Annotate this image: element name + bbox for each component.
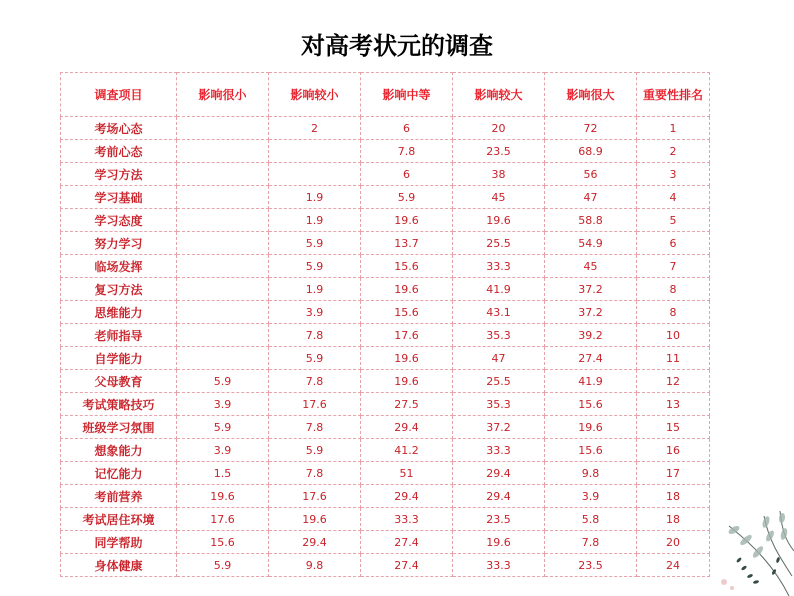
cell-small: 29.4 [269,531,361,554]
cell-very-small [177,117,269,140]
cell-very-large: 23.5 [545,554,637,577]
cell-small: 17.6 [269,485,361,508]
table-row [61,554,710,577]
table-row [61,439,710,462]
cell-large: 45 [453,186,545,209]
cell-very-small [177,140,269,163]
table-row [61,140,710,163]
cell-item: 学习态度 [61,209,177,232]
table-row [61,393,710,416]
cell-small: 7.8 [269,462,361,485]
cell-very-large: 72 [545,117,637,140]
cell-item: 努力学习 [61,232,177,255]
cell-very-large: 54.9 [545,232,637,255]
cell-very-small: 5.9 [177,554,269,577]
page-title: 对高考状元的调查 [301,32,493,60]
cell-small: 2 [269,117,361,140]
cell-very-large: 15.6 [545,439,637,462]
cell-very-small [177,186,269,209]
table-header-row [61,73,710,117]
cell-rank: 13 [637,393,710,416]
cell-large: 41.9 [453,278,545,301]
cell-rank: 2 [637,140,710,163]
cell-small: 5.9 [269,439,361,462]
cell-small: 5.9 [269,255,361,278]
table-row [61,508,710,531]
cell-rank: 3 [637,163,710,186]
cell-item: 自学能力 [61,347,177,370]
cell-item: 考试居住环境 [61,508,177,531]
cell-item: 同学帮助 [61,531,177,554]
cell-rank: 16 [637,439,710,462]
cell-medium: 19.6 [361,209,453,232]
cell-very-small: 3.9 [177,393,269,416]
table-row [61,209,710,232]
cell-rank: 7 [637,255,710,278]
table-row [61,416,710,439]
cell-medium: 6 [361,117,453,140]
cell-item: 班级学习氛围 [61,416,177,439]
cell-large: 29.4 [453,485,545,508]
table-row [61,370,710,393]
cell-item: 学习基础 [61,186,177,209]
table-row [61,485,710,508]
cell-large: 35.3 [453,393,545,416]
cell-rank: 5 [637,209,710,232]
cell-very-large: 9.8 [545,462,637,485]
table-row [61,163,710,186]
cell-rank: 6 [637,232,710,255]
cell-large: 23.5 [453,140,545,163]
table-row [61,278,710,301]
cell-rank: 10 [637,324,710,347]
cell-small: 5.9 [269,347,361,370]
cell-small: 7.8 [269,324,361,347]
cell-large: 33.3 [453,439,545,462]
cell-large: 29.4 [453,462,545,485]
table-row [61,186,710,209]
cell-medium: 29.4 [361,485,453,508]
cell-rank: 8 [637,301,710,324]
cell-very-large: 3.9 [545,485,637,508]
cell-medium: 7.8 [361,140,453,163]
table-row [61,232,710,255]
cell-item: 考前心态 [61,140,177,163]
cell-large: 25.5 [453,370,545,393]
cell-rank: 20 [637,531,710,554]
cell-very-large: 37.2 [545,301,637,324]
cell-small: 17.6 [269,393,361,416]
cell-very-small [177,255,269,278]
cell-very-small: 15.6 [177,531,269,554]
cell-small [269,140,361,163]
cell-item: 想象能力 [61,439,177,462]
cell-very-large: 58.8 [545,209,637,232]
table-row [61,531,710,554]
cell-very-large: 68.9 [545,140,637,163]
cell-very-small [177,232,269,255]
cell-item: 复习方法 [61,278,177,301]
cell-large: 19.6 [453,209,545,232]
cell-item: 父母教育 [61,370,177,393]
cell-rank: 8 [637,278,710,301]
cell-very-small [177,324,269,347]
cell-small: 1.9 [269,209,361,232]
cell-rank: 11 [637,347,710,370]
cell-very-small [177,209,269,232]
cell-large: 47 [453,347,545,370]
cell-large: 43.1 [453,301,545,324]
cell-item: 学习方法 [61,163,177,186]
cell-small: 7.8 [269,416,361,439]
cell-very-small [177,301,269,324]
cell-very-small [177,347,269,370]
header-medium: 影响中等 [361,73,453,117]
cell-small: 5.9 [269,232,361,255]
cell-medium: 19.6 [361,370,453,393]
cell-very-large: 56 [545,163,637,186]
cell-very-small: 19.6 [177,485,269,508]
header-small: 影响较小 [269,73,361,117]
table-row [61,347,710,370]
header-very-large: 影响很大 [545,73,637,117]
table-row [61,301,710,324]
cell-rank: 24 [637,554,710,577]
cell-rank: 15 [637,416,710,439]
cell-small: 19.6 [269,508,361,531]
cell-large: 19.6 [453,531,545,554]
cell-very-large: 7.8 [545,531,637,554]
cell-item: 思维能力 [61,301,177,324]
cell-rank: 18 [637,508,710,531]
cell-rank: 18 [637,485,710,508]
cell-small: 1.9 [269,186,361,209]
cell-small: 9.8 [269,554,361,577]
cell-small: 7.8 [269,370,361,393]
cell-very-small: 17.6 [177,508,269,531]
cell-item: 临场发挥 [61,255,177,278]
cell-item: 身体健康 [61,554,177,577]
cell-item: 记忆能力 [61,462,177,485]
cell-large: 35.3 [453,324,545,347]
cell-very-small: 5.9 [177,370,269,393]
cell-rank: 4 [637,186,710,209]
cell-large: 33.3 [453,554,545,577]
cell-small: 3.9 [269,301,361,324]
cell-medium: 27.5 [361,393,453,416]
cell-very-large: 47 [545,186,637,209]
survey-table [60,72,710,577]
cell-medium: 15.6 [361,301,453,324]
cell-medium: 27.4 [361,554,453,577]
cell-medium: 29.4 [361,416,453,439]
cell-medium: 41.2 [361,439,453,462]
cell-medium: 33.3 [361,508,453,531]
header-very-small: 影响很小 [177,73,269,117]
table-row [61,255,710,278]
cell-large: 33.3 [453,255,545,278]
cell-very-small: 3.9 [177,439,269,462]
cell-medium: 17.6 [361,324,453,347]
cell-small: 1.9 [269,278,361,301]
cell-very-large: 45 [545,255,637,278]
table-row [61,462,710,485]
cell-item: 考场心态 [61,117,177,140]
cell-large: 37.2 [453,416,545,439]
table-row [61,324,710,347]
cell-very-large: 5.8 [545,508,637,531]
cell-large: 20 [453,117,545,140]
cell-medium: 6 [361,163,453,186]
cell-very-small [177,278,269,301]
cell-rank: 1 [637,117,710,140]
cell-large: 25.5 [453,232,545,255]
cell-item: 老师指导 [61,324,177,347]
cell-very-small: 5.9 [177,416,269,439]
cell-medium: 15.6 [361,255,453,278]
cell-very-small [177,163,269,186]
cell-very-large: 39.2 [545,324,637,347]
header-item: 调查项目 [61,73,177,117]
cell-large: 38 [453,163,545,186]
cell-item: 考前营养 [61,485,177,508]
cell-medium: 5.9 [361,186,453,209]
header-rank: 重要性排名 [637,73,710,117]
cell-very-large: 15.6 [545,393,637,416]
cell-very-large: 41.9 [545,370,637,393]
cell-medium: 27.4 [361,531,453,554]
cell-item: 考试策略技巧 [61,393,177,416]
cell-medium: 51 [361,462,453,485]
cell-very-small: 1.5 [177,462,269,485]
cell-medium: 13.7 [361,232,453,255]
cell-very-large: 19.6 [545,416,637,439]
cell-very-large: 37.2 [545,278,637,301]
table-row [61,117,710,140]
cell-large: 23.5 [453,508,545,531]
cell-rank: 12 [637,370,710,393]
cell-medium: 19.6 [361,278,453,301]
cell-rank: 17 [637,462,710,485]
header-large: 影响较大 [453,73,545,117]
floral-decoration [694,456,794,596]
cell-small [269,163,361,186]
cell-medium: 19.6 [361,347,453,370]
cell-very-large: 27.4 [545,347,637,370]
